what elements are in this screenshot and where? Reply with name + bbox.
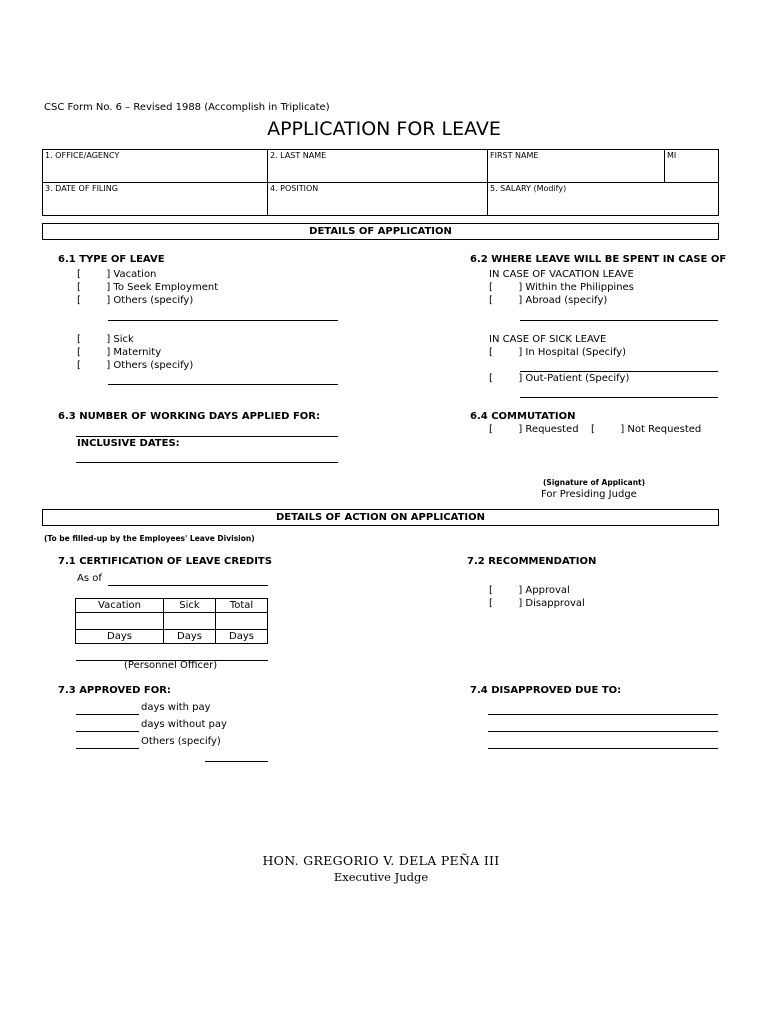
others-specify-line[interactable] bbox=[205, 761, 268, 762]
others-sick-line[interactable] bbox=[108, 384, 338, 385]
without-pay-line[interactable] bbox=[76, 731, 139, 732]
bracket: [ ] bbox=[77, 347, 111, 358]
page-title: APPLICATION FOR LEAVE bbox=[267, 118, 501, 140]
not-requested-label: Not Requested bbox=[627, 424, 702, 435]
others-vacation-checkbox[interactable] bbox=[77, 295, 193, 306]
bracket: [ ] bbox=[489, 373, 523, 384]
position-field[interactable] bbox=[267, 182, 488, 216]
judge-title: Executive Judge bbox=[333, 870, 429, 884]
abroad-label: Abroad (specify) bbox=[525, 295, 608, 306]
sick-header: Sick bbox=[164, 599, 216, 613]
sick-value-cell[interactable] bbox=[164, 613, 216, 630]
others-sick-checkbox[interactable] bbox=[77, 360, 193, 371]
abroad-line[interactable] bbox=[520, 320, 718, 321]
vacation-unit: Days bbox=[76, 630, 164, 644]
position-label: 4. POSITION bbox=[270, 184, 319, 193]
bracket: [ ] bbox=[489, 347, 523, 358]
type-of-leave-title: 6.1 TYPE OF LEAVE bbox=[58, 254, 165, 265]
maternity-checkbox[interactable] bbox=[77, 347, 161, 358]
signature-label: (Signature of Applicant) bbox=[543, 478, 646, 487]
commutation-title: 6.4 COMMUTATION bbox=[470, 411, 576, 422]
middle-initial-field[interactable] bbox=[664, 149, 719, 183]
last-name-label: 2. LAST NAME bbox=[270, 151, 327, 160]
date-filing-field[interactable] bbox=[42, 182, 268, 216]
requested-label: Requested bbox=[525, 424, 579, 435]
office-field[interactable] bbox=[42, 149, 268, 183]
bracket: [ ] bbox=[591, 424, 625, 435]
working-days-title: 6.3 NUMBER OF WORKING DAYS APPLIED FOR: bbox=[58, 411, 320, 422]
leave-credits-table bbox=[75, 598, 268, 644]
judge-name: HON. GREGORIO V. DELA PEÑA III bbox=[262, 853, 500, 868]
certification-title: 7.1 CERTIFICATION OF LEAVE CREDITS bbox=[58, 556, 272, 567]
disapproved-reason-line-3[interactable] bbox=[488, 748, 718, 749]
bracket: [ ] bbox=[489, 424, 523, 435]
vacation-label: Vacation bbox=[113, 269, 157, 280]
mi-label: MI bbox=[667, 151, 677, 160]
vacation-value-cell[interactable] bbox=[76, 613, 164, 630]
sick-label: Sick bbox=[113, 334, 134, 345]
as-of-line[interactable] bbox=[108, 585, 268, 586]
bracket: [ ] bbox=[489, 295, 523, 306]
in-hospital-line[interactable] bbox=[520, 371, 718, 372]
total-header: Total bbox=[216, 599, 268, 613]
out-patient-label: Out-Patient (Specify) bbox=[525, 373, 630, 384]
disapproval-checkbox[interactable] bbox=[489, 598, 585, 609]
bracket: [ ] bbox=[489, 585, 523, 596]
bracket: [ ] bbox=[489, 598, 523, 609]
without-pay-label: days without pay bbox=[141, 719, 227, 730]
in-hospital-label: In Hospital (Specify) bbox=[525, 347, 627, 358]
bracket: [ ] bbox=[77, 360, 111, 371]
inclusive-dates-line[interactable] bbox=[76, 462, 338, 463]
bracket: [ ] bbox=[489, 282, 523, 293]
form-number: CSC Form No. 6 – Revised 1988 (Accomplish in Triplicate) bbox=[44, 102, 330, 113]
maternity-label: Maternity bbox=[113, 347, 162, 358]
details-application-heading: DETAILS OF APPLICATION bbox=[42, 223, 719, 240]
bracket: [ ] bbox=[77, 282, 111, 293]
others-vacation-line[interactable] bbox=[108, 320, 338, 321]
others-approved-label: Others (specify) bbox=[141, 736, 221, 747]
personnel-officer-label: (Personnel Officer) bbox=[124, 660, 218, 671]
bracket: [ ] bbox=[77, 295, 111, 306]
inclusive-dates-label: INCLUSIVE DATES: bbox=[77, 438, 180, 449]
date-filing-label: 3. DATE OF FILING bbox=[45, 184, 118, 193]
in-hospital-checkbox[interactable] bbox=[489, 347, 626, 358]
working-days-line[interactable] bbox=[76, 436, 338, 437]
abroad-checkbox[interactable] bbox=[489, 295, 607, 306]
disapproved-reason-line-2[interactable] bbox=[488, 731, 718, 732]
sick-unit: Days bbox=[164, 630, 216, 644]
leave-division-note: (To be filled-up by the Employees' Leave Division) bbox=[44, 534, 255, 543]
seek-employment-label: To Seek Employment bbox=[113, 282, 219, 293]
last-name-field[interactable] bbox=[267, 149, 488, 183]
disapproval-label: Disapproval bbox=[525, 598, 585, 609]
bracket: [ ] bbox=[77, 334, 111, 345]
out-patient-line[interactable] bbox=[520, 397, 718, 398]
disapproved-title: 7.4 DISAPPROVED DUE TO: bbox=[470, 685, 622, 696]
within-ph-label: Within the Philippines bbox=[525, 282, 634, 293]
out-patient-checkbox[interactable] bbox=[489, 373, 629, 384]
bracket: [ ] bbox=[77, 269, 111, 280]
within-philippines-checkbox[interactable] bbox=[489, 282, 634, 293]
first-name-label: FIRST NAME bbox=[490, 151, 539, 160]
approval-checkbox[interactable] bbox=[489, 585, 570, 596]
total-value-cell[interactable] bbox=[216, 613, 268, 630]
others-label: Others (specify) bbox=[113, 295, 194, 306]
sick-checkbox[interactable] bbox=[77, 334, 134, 345]
vacation-checkbox[interactable] bbox=[77, 269, 156, 280]
with-pay-label: days with pay bbox=[141, 702, 211, 713]
vacation-case-label: IN CASE OF VACATION LEAVE bbox=[489, 269, 634, 280]
approved-for-title: 7.3 APPROVED FOR: bbox=[58, 685, 171, 696]
others-label: Others (specify) bbox=[113, 360, 194, 371]
salary-field[interactable] bbox=[487, 182, 719, 216]
vacation-header: Vacation bbox=[76, 599, 164, 613]
approval-label: Approval bbox=[525, 585, 570, 596]
disapproved-reason-line-1[interactable] bbox=[488, 714, 718, 715]
first-name-field[interactable] bbox=[487, 149, 665, 183]
requested-checkbox[interactable] bbox=[489, 424, 579, 435]
office-label: 1. OFFICE/AGENCY bbox=[45, 151, 120, 160]
not-requested-checkbox[interactable] bbox=[591, 424, 701, 435]
total-unit: Days bbox=[216, 630, 268, 644]
with-pay-line[interactable] bbox=[76, 714, 139, 715]
others-approved-line[interactable] bbox=[76, 748, 139, 749]
presiding-judge-label: For Presiding Judge bbox=[541, 489, 637, 500]
sick-case-label: IN CASE OF SICK LEAVE bbox=[489, 334, 607, 345]
salary-label: 5. SALARY (Modify) bbox=[490, 184, 567, 193]
where-spent-title: 6.2 WHERE LEAVE WILL BE SPENT IN CASE OF bbox=[470, 254, 727, 265]
recommendation-title: 7.2 RECOMMENDATION bbox=[467, 556, 597, 567]
seek-employment-checkbox[interactable] bbox=[77, 282, 218, 293]
as-of-label: As of bbox=[77, 573, 102, 584]
details-action-heading: DETAILS OF ACTION ON APPLICATION bbox=[42, 509, 719, 526]
